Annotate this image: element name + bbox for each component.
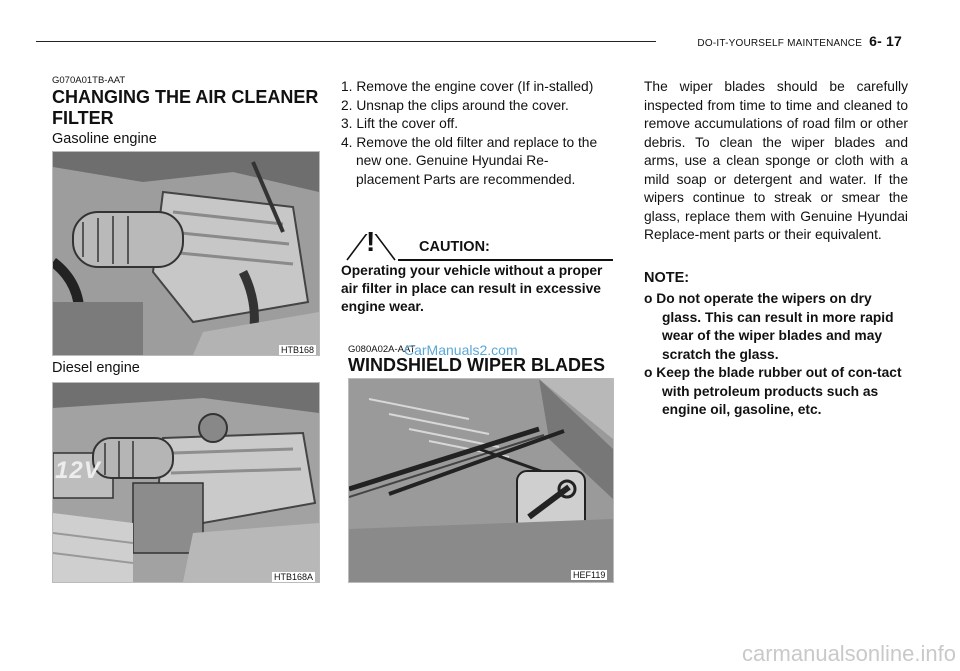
caution-symbol: ! [366,226,376,257]
gasoline-engine-label: Gasoline engine [52,131,157,147]
wiper-photo [348,378,614,583]
page-header [697,33,902,49]
watermark-inline: CarManuals2.com [404,342,518,358]
air-filter-title [52,87,318,129]
air-filter-title-line2: FILTER [52,108,114,128]
note-title: NOTE: [644,270,690,286]
section-title: DO-IT-YOURSELF MAINTENANCE [697,38,863,49]
air-filter-steps [341,78,611,189]
header-rule [36,41,656,42]
note-list [644,290,910,420]
step-item: 2. Unsnap the clips around the cover. [341,97,569,113]
gasoline-engine-photo [52,151,320,356]
step-item: 1. Remove the engine cover (If in-stalled) [341,79,594,94]
gasoline-fig-label: HTB168 [281,345,315,355]
wiper-fig-label: HEF119 [573,570,606,580]
wiper-title: WINDSHIELD WIPER BLADES [348,355,606,375]
caution-title: CAUTION: [419,239,490,255]
diesel-engine-label: Diesel engine [52,360,140,376]
page-number: 6- 17 [869,33,902,49]
caution-rule [398,259,613,261]
caution-text: Operating your vehicle without a proper air filter in place can result in excessive engine wear. [341,263,603,314]
step-item: 4. Remove the old filter and replace to the new one. Genuine Hyundai Re-placement Parts are recommended. [341,134,598,187]
air-filter-code: G070A01TB-AAT [52,75,126,86]
diesel-engine-photo [52,382,320,583]
diesel-12v-badge: 12V [55,457,101,484]
note-item: o Keep the blade rubber out of con-tact with petroleum products such as engine oil, gasoline, etc. [644,365,902,417]
watermark-corner: carmanualsonline.info [741,641,956,666]
air-filter-title-line1: CHANGING THE AIR CLEANER [52,87,319,107]
step-item: 3. Lift the cover off. [341,116,459,131]
wiper-code: G080A02A-AAT [348,344,416,355]
diesel-fig-label: HTB168A [274,572,314,582]
note-item: o Do not operate the wipers on dry glass. This can result in more rapid wear of the wiper blades and may scratch the glass. [644,291,894,362]
wiper-paragraph: The wiper blades should be carefully inspected from time to time and cleaned to remove accumulations of road film or other debris. To clean the wiper blades and arms, use a clean sponge or cloth with a mild soap or detergent and water. If the wipers continue to streak or smear the glass, replace them with Genuine Hyundai Replace-ment parts or their equivalent. [644,79,908,242]
